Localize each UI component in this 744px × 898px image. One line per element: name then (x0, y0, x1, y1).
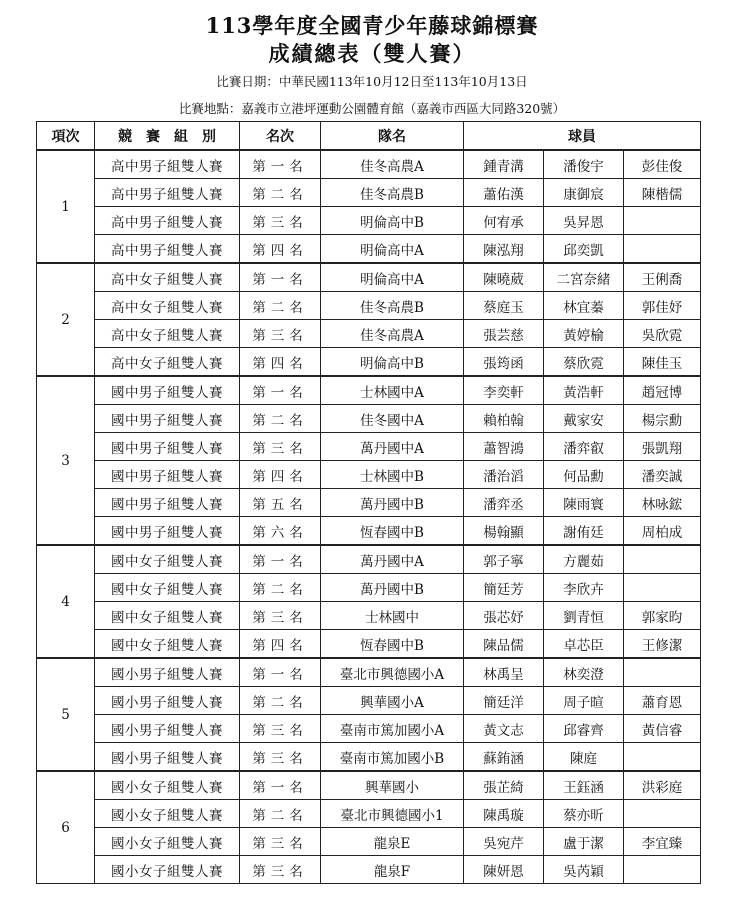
table-row (37, 856, 701, 884)
team-cell: 萬丹國中A (321, 545, 464, 574)
category-cell: 國小男子組雙人賽 (95, 658, 240, 687)
player-cell: 賴柏翰 (464, 405, 544, 433)
player-cell: 郭佳妤 (624, 292, 701, 320)
col-header-index: 項次 (37, 122, 95, 151)
player-cell: 方麗茹 (544, 545, 624, 574)
rank-cell: 第四名 (240, 235, 321, 264)
category-cell: 國中男子組雙人賽 (95, 489, 240, 517)
team-cell: 佳冬國中A (321, 405, 464, 433)
team-cell: 興華國小A (321, 687, 464, 715)
player-cell: 郭子寧 (464, 545, 544, 574)
rank-cell: 第一名 (240, 545, 321, 574)
col-header-players: 球員 (464, 122, 701, 151)
team-cell: 龍泉F (321, 856, 464, 884)
player-cell: 周柏成 (624, 517, 701, 546)
category-cell: 高中男子組雙人賽 (95, 150, 240, 179)
player-cell: 楊翰顯 (464, 517, 544, 546)
player-cell: 吳芮穎 (544, 856, 624, 884)
player-cell: 何宥承 (464, 207, 544, 235)
player-cell: 簡廷洋 (464, 687, 544, 715)
team-cell: 興華國小 (321, 771, 464, 800)
team-cell: 萬丹國中B (321, 574, 464, 602)
table-row (37, 574, 701, 602)
group-number: 1 (37, 150, 95, 263)
competition-venue: 比賽地點：嘉義市立港坪運動公園體育館（嘉義市西區大同路320號） (178, 101, 566, 116)
rank-cell: 第三名 (240, 320, 321, 348)
rank-cell: 第三名 (240, 433, 321, 461)
document-subtitle: 成績總表（雙人賽） (268, 41, 476, 66)
player-cell: 卓芯臣 (544, 630, 624, 659)
player-cell: 張芯妤 (464, 602, 544, 630)
table-row (37, 800, 701, 828)
table-row (37, 207, 701, 235)
team-cell: 明倫高中A (321, 235, 464, 264)
category-cell: 國小女子組雙人賽 (95, 856, 240, 884)
table-row (37, 235, 701, 264)
rank-cell: 第一名 (240, 376, 321, 405)
table-row (37, 179, 701, 207)
player-cell: 蕭智鴻 (464, 433, 544, 461)
team-cell: 臺北市興德國小A (321, 658, 464, 687)
player-cell: 陳妍恩 (464, 856, 544, 884)
player-cell: 蕭育恩 (624, 687, 701, 715)
team-cell: 佳冬高農B (321, 292, 464, 320)
rank-cell: 第四名 (240, 348, 321, 377)
player-cell: 周子暄 (544, 687, 624, 715)
player-cell: 林奕澄 (544, 658, 624, 687)
results-body (37, 150, 701, 884)
table-row (37, 461, 701, 489)
table-row (37, 602, 701, 630)
player-cell: 陳品儒 (464, 630, 544, 659)
team-cell: 佳冬高農B (321, 179, 464, 207)
player-cell (624, 574, 701, 602)
category-cell: 高中女子組雙人賽 (95, 263, 240, 292)
player-cell: 陳雨寰 (544, 489, 624, 517)
player-cell (624, 800, 701, 828)
rank-cell: 第三名 (240, 207, 321, 235)
category-cell: 國中男子組雙人賽 (95, 461, 240, 489)
player-cell (624, 207, 701, 235)
category-cell: 國小男子組雙人賽 (95, 715, 240, 743)
player-cell: 陳佳玉 (624, 348, 701, 377)
player-cell: 黃文志 (464, 715, 544, 743)
player-cell: 張芸慈 (464, 320, 544, 348)
player-cell: 李奕軒 (464, 376, 544, 405)
category-cell: 高中男子組雙人賽 (95, 179, 240, 207)
rank-cell: 第四名 (240, 461, 321, 489)
competition-date: 比賽日期：中華民國113年10月12日至113年10月13日 (216, 74, 528, 89)
player-cell (624, 856, 701, 884)
category-cell: 國中女子組雙人賽 (95, 630, 240, 659)
category-cell: 國中女子組雙人賽 (95, 545, 240, 574)
rank-cell: 第一名 (240, 150, 321, 179)
player-cell: 王修潔 (624, 630, 701, 659)
team-cell: 明倫高中A (321, 263, 464, 292)
rank-cell: 第二名 (240, 179, 321, 207)
rank-cell: 第一名 (240, 658, 321, 687)
table-row (37, 348, 701, 377)
rank-cell: 第二名 (240, 687, 321, 715)
player-cell: 謝侑廷 (544, 517, 624, 546)
player-cell: 蔡庭玉 (464, 292, 544, 320)
group-number: 2 (37, 263, 95, 376)
team-cell: 佳冬高農A (321, 320, 464, 348)
player-cell: 吳宛芹 (464, 828, 544, 856)
rank-cell: 第二名 (240, 800, 321, 828)
player-cell (624, 545, 701, 574)
player-cell: 黃婷榆 (544, 320, 624, 348)
player-cell: 何品勳 (544, 461, 624, 489)
rank-cell: 第一名 (240, 771, 321, 800)
player-cell: 吳昇恩 (544, 207, 624, 235)
player-cell: 鍾青溝 (464, 150, 544, 179)
rank-cell: 第二名 (240, 405, 321, 433)
rank-cell: 第三名 (240, 856, 321, 884)
player-cell: 趙冠博 (624, 376, 701, 405)
table-row (37, 320, 701, 348)
team-cell: 佳冬高農A (321, 150, 464, 179)
team-cell: 萬丹國中A (321, 433, 464, 461)
player-cell: 簡廷芳 (464, 574, 544, 602)
category-cell: 國中男子組雙人賽 (95, 433, 240, 461)
player-cell: 二宮奈緒 (544, 263, 624, 292)
team-cell: 龍泉E (321, 828, 464, 856)
player-cell: 王俐喬 (624, 263, 701, 292)
category-cell: 國中男子組雙人賽 (95, 405, 240, 433)
col-header-rank: 名次 (240, 122, 321, 151)
document-title: 113學年度全國青少年藤球錦標賽 (205, 13, 539, 38)
player-cell: 林禹呈 (464, 658, 544, 687)
player-cell: 吳欣霓 (624, 320, 701, 348)
player-cell: 王鈺涵 (544, 771, 624, 800)
rank-cell: 第三名 (240, 743, 321, 772)
player-cell (624, 658, 701, 687)
table-row (37, 630, 701, 659)
results-table (36, 121, 701, 884)
category-cell: 高中女子組雙人賽 (95, 348, 240, 377)
player-cell: 黃信睿 (624, 715, 701, 743)
team-cell: 士林國中A (321, 376, 464, 405)
player-cell: 潘弈丞 (464, 489, 544, 517)
player-cell: 陳庭 (544, 743, 624, 772)
player-cell: 劉青恒 (544, 602, 624, 630)
group-number: 6 (37, 771, 95, 884)
team-cell: 臺南市篤加國小B (321, 743, 464, 772)
team-cell: 恆春國中B (321, 630, 464, 659)
table-row (37, 687, 701, 715)
player-cell: 潘俊宇 (544, 150, 624, 179)
player-cell: 盧于潔 (544, 828, 624, 856)
player-cell: 彭佳俊 (624, 150, 701, 179)
group-number: 5 (37, 658, 95, 771)
rank-cell: 第三名 (240, 715, 321, 743)
rank-cell: 第四名 (240, 630, 321, 659)
table-row (37, 517, 701, 546)
category-cell: 國小女子組雙人賽 (95, 771, 240, 800)
player-cell (624, 235, 701, 264)
player-cell: 戴家安 (544, 405, 624, 433)
player-cell: 蔡亦昕 (544, 800, 624, 828)
team-cell: 萬丹國中B (321, 489, 464, 517)
team-cell: 恆春國中B (321, 517, 464, 546)
player-cell: 蕭佑漢 (464, 179, 544, 207)
rank-cell: 第一名 (240, 263, 321, 292)
table-row (37, 150, 701, 179)
table-row (37, 376, 701, 405)
player-cell: 蔡欣霓 (544, 348, 624, 377)
player-cell: 邱奕凱 (544, 235, 624, 264)
group-number: 3 (37, 376, 95, 545)
team-cell: 士林國中B (321, 461, 464, 489)
player-cell: 林咏鋐 (624, 489, 701, 517)
table-row (37, 433, 701, 461)
category-cell: 國小男子組雙人賽 (95, 687, 240, 715)
player-cell: 林宜蓁 (544, 292, 624, 320)
player-cell: 康御宸 (544, 179, 624, 207)
rank-cell: 第二名 (240, 574, 321, 602)
category-cell: 國中男子組雙人賽 (95, 376, 240, 405)
col-header-team: 隊名 (321, 122, 464, 151)
category-cell: 高中男子組雙人賽 (95, 235, 240, 264)
table-row (37, 263, 701, 292)
table-row (37, 489, 701, 517)
player-cell: 楊宗勳 (624, 405, 701, 433)
rank-cell: 第五名 (240, 489, 321, 517)
player-cell: 陳泓翔 (464, 235, 544, 264)
player-cell: 李欣卉 (544, 574, 624, 602)
category-cell: 國小女子組雙人賽 (95, 828, 240, 856)
team-cell: 明倫高中B (321, 348, 464, 377)
rank-cell: 第六名 (240, 517, 321, 546)
category-cell: 國中男子組雙人賽 (95, 517, 240, 546)
category-cell: 高中女子組雙人賽 (95, 320, 240, 348)
player-cell: 李宜臻 (624, 828, 701, 856)
category-cell: 國中女子組雙人賽 (95, 574, 240, 602)
category-cell: 國小男子組雙人賽 (95, 743, 240, 772)
rank-cell: 第三名 (240, 828, 321, 856)
player-cell: 洪彩庭 (624, 771, 701, 800)
category-cell: 國中女子組雙人賽 (95, 602, 240, 630)
team-cell: 士林國中 (321, 602, 464, 630)
rank-cell: 第二名 (240, 292, 321, 320)
player-cell: 張芷綺 (464, 771, 544, 800)
category-cell: 高中男子組雙人賽 (95, 207, 240, 235)
category-cell: 國小女子組雙人賽 (95, 800, 240, 828)
rank-cell: 第三名 (240, 602, 321, 630)
category-cell: 高中女子組雙人賽 (95, 292, 240, 320)
player-cell: 張凱翔 (624, 433, 701, 461)
table-row (37, 545, 701, 574)
player-cell: 潘弈叡 (544, 433, 624, 461)
col-header-category: 競 賽 組 別 (95, 122, 240, 151)
team-cell: 臺北市興德國小1 (321, 800, 464, 828)
table-row (37, 658, 701, 687)
player-cell: 黃浩軒 (544, 376, 624, 405)
table-row (37, 405, 701, 433)
table-row (37, 715, 701, 743)
player-cell: 潘治滔 (464, 461, 544, 489)
team-cell: 臺南市篤加國小A (321, 715, 464, 743)
table-row (37, 743, 701, 772)
player-cell: 邱睿齊 (544, 715, 624, 743)
table-header-row (37, 122, 701, 151)
player-cell: 潘奕誠 (624, 461, 701, 489)
player-cell: 蘇銪涵 (464, 743, 544, 772)
player-cell: 陳楷儒 (624, 179, 701, 207)
player-cell: 陳禹璇 (464, 800, 544, 828)
group-number: 4 (37, 545, 95, 658)
team-cell: 明倫高中B (321, 207, 464, 235)
player-cell: 郭家昀 (624, 602, 701, 630)
player-cell: 陳曉葳 (464, 263, 544, 292)
player-cell (624, 743, 701, 772)
table-row (37, 292, 701, 320)
table-row (37, 771, 701, 800)
player-cell: 張筠函 (464, 348, 544, 377)
table-row (37, 828, 701, 856)
